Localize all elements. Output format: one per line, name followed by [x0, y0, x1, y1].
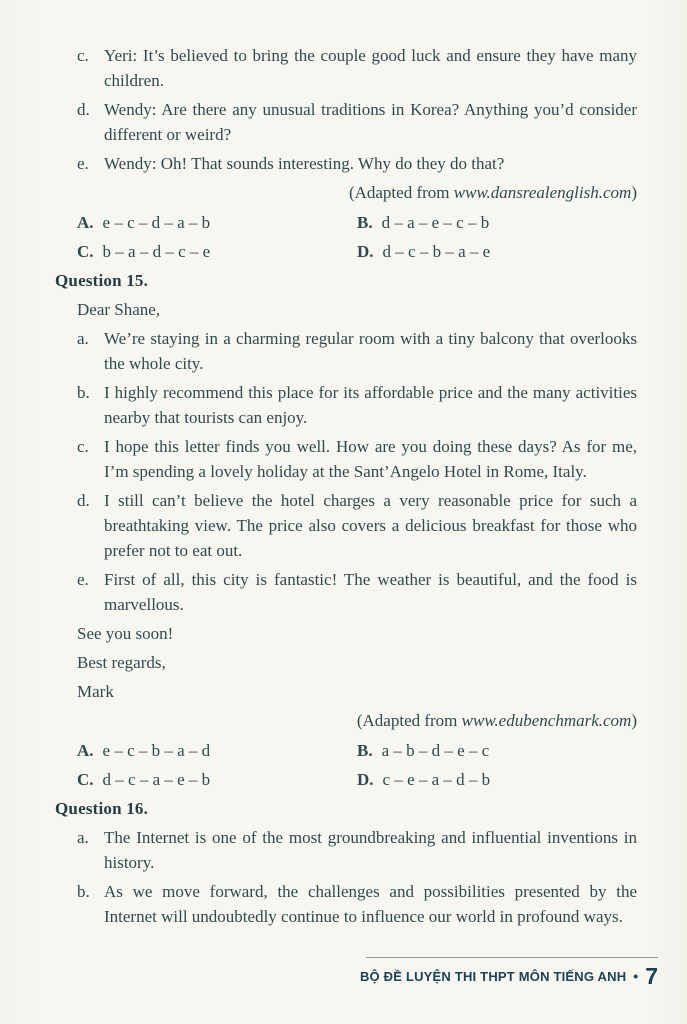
page-footer	[359, 957, 658, 989]
list-item-b	[77, 380, 637, 430]
source-prefix: (Adapted from	[356, 711, 462, 730]
page-number: 7	[645, 963, 658, 989]
list-item-c	[77, 434, 637, 484]
item-text: First of all, this city is fantastic! The weather is beautiful, and the food is marvellous.	[104, 570, 637, 614]
option-b	[357, 738, 637, 763]
option-text: e – c – d – a – b	[102, 213, 211, 232]
list-item-b	[77, 879, 637, 929]
option-c	[77, 767, 357, 792]
item-letter: e.	[77, 154, 89, 173]
option-text: a – b – d – e – c	[381, 741, 490, 760]
page-content	[55, 43, 637, 933]
source-url: www.dansrealenglish.com	[453, 183, 632, 202]
list-item-a	[77, 825, 637, 875]
option-a	[77, 738, 357, 763]
item-text: As we move forward, the challenges and possibilities presented by the Internet will undoubtedly continue to influence our world in profound ways.	[104, 882, 637, 926]
source-suffix: )	[631, 711, 637, 730]
item-text: Wendy: Oh! That sounds interesting. Why do they do that?	[104, 154, 505, 173]
option-label: C.	[77, 770, 94, 789]
source-url: www.edubenchmark.com	[461, 711, 632, 730]
letter-closing-line: Best regards,	[77, 653, 166, 672]
option-label: D.	[357, 242, 374, 261]
book-title: BỘ ĐỀ LUYỆN THI THPT MÔN TIẾNG ANH	[359, 969, 627, 984]
letter-closing-line: See you soon!	[77, 624, 174, 643]
option-text: d – a – e – c – b	[381, 213, 490, 232]
question-16-heading: Question 16.	[55, 799, 149, 818]
item-letter: c.	[77, 437, 89, 456]
item-text: The Internet is one of the most groundbreaking and influential inventions in history.	[104, 828, 637, 872]
option-label: C.	[77, 242, 94, 261]
letter-salutation: Dear Shane,	[77, 300, 161, 319]
option-text: c – e – a – d – b	[382, 770, 491, 789]
list-item-a	[77, 326, 637, 376]
answer-options	[77, 738, 637, 792]
option-label: B.	[357, 741, 373, 760]
option-text: e – c – b – a – d	[102, 741, 211, 760]
item-letter: c.	[77, 46, 89, 65]
item-letter: e.	[77, 570, 89, 589]
option-a	[77, 210, 357, 235]
bullet-separator: •	[633, 968, 639, 984]
item-letter: d.	[77, 491, 90, 510]
item-text: I still can’t believe the hotel charges a very reasonable price for such a breathtaking view. The price also covers a delicious breakfast for those who prefer not to eat out.	[104, 491, 637, 560]
list-item-e	[77, 151, 637, 176]
item-text: I hope this letter finds you well. How are you doing these days? As for me, I’m spending a lovely holiday at the Sant’Angelo Hotel in Rome, Italy.	[104, 437, 637, 481]
option-b	[357, 210, 637, 235]
option-text: b – a – d – c – e	[102, 242, 211, 261]
option-row	[77, 210, 637, 235]
item-text: I highly recommend this place for its affordable price and the many activities nearby that tourists can enjoy.	[104, 383, 637, 427]
source-suffix: )	[631, 183, 637, 202]
item-text: We’re staying in a charming regular room with a tiny balcony that overlooks the whole city.	[104, 329, 637, 373]
option-row	[77, 738, 637, 763]
item-letter: d.	[77, 100, 90, 119]
source-attribution	[55, 708, 637, 733]
letter-signature: Mark	[77, 682, 114, 701]
option-row	[77, 767, 637, 792]
answer-options	[77, 210, 637, 264]
item-letter: a.	[77, 828, 89, 847]
item-text: Yeri: It’s believed to bring the couple good luck and ensure they have many children.	[104, 46, 637, 90]
item-text: Wendy: Are there any unusual traditions in Korea? Anything you’d consider different or weird?	[104, 100, 637, 144]
source-attribution	[55, 180, 637, 205]
item-letter: b.	[77, 383, 90, 402]
item-letter: b.	[77, 882, 90, 901]
question-15-heading: Question 15.	[55, 271, 149, 290]
option-text: d – c – a – e – b	[102, 770, 211, 789]
option-text: d – c – b – a – e	[382, 242, 491, 261]
list-item-d	[77, 97, 637, 147]
source-prefix: (Adapted from	[348, 183, 454, 202]
list-item-d	[77, 488, 637, 563]
option-label: D.	[357, 770, 374, 789]
option-d	[357, 239, 637, 264]
list-item-c	[77, 43, 637, 93]
list-item-e	[77, 567, 637, 617]
option-label: A.	[77, 213, 94, 232]
option-row	[77, 239, 637, 264]
option-label: A.	[77, 741, 94, 760]
item-letter: a.	[77, 329, 89, 348]
option-d	[357, 767, 637, 792]
option-c	[77, 239, 357, 264]
option-label: B.	[357, 213, 373, 232]
